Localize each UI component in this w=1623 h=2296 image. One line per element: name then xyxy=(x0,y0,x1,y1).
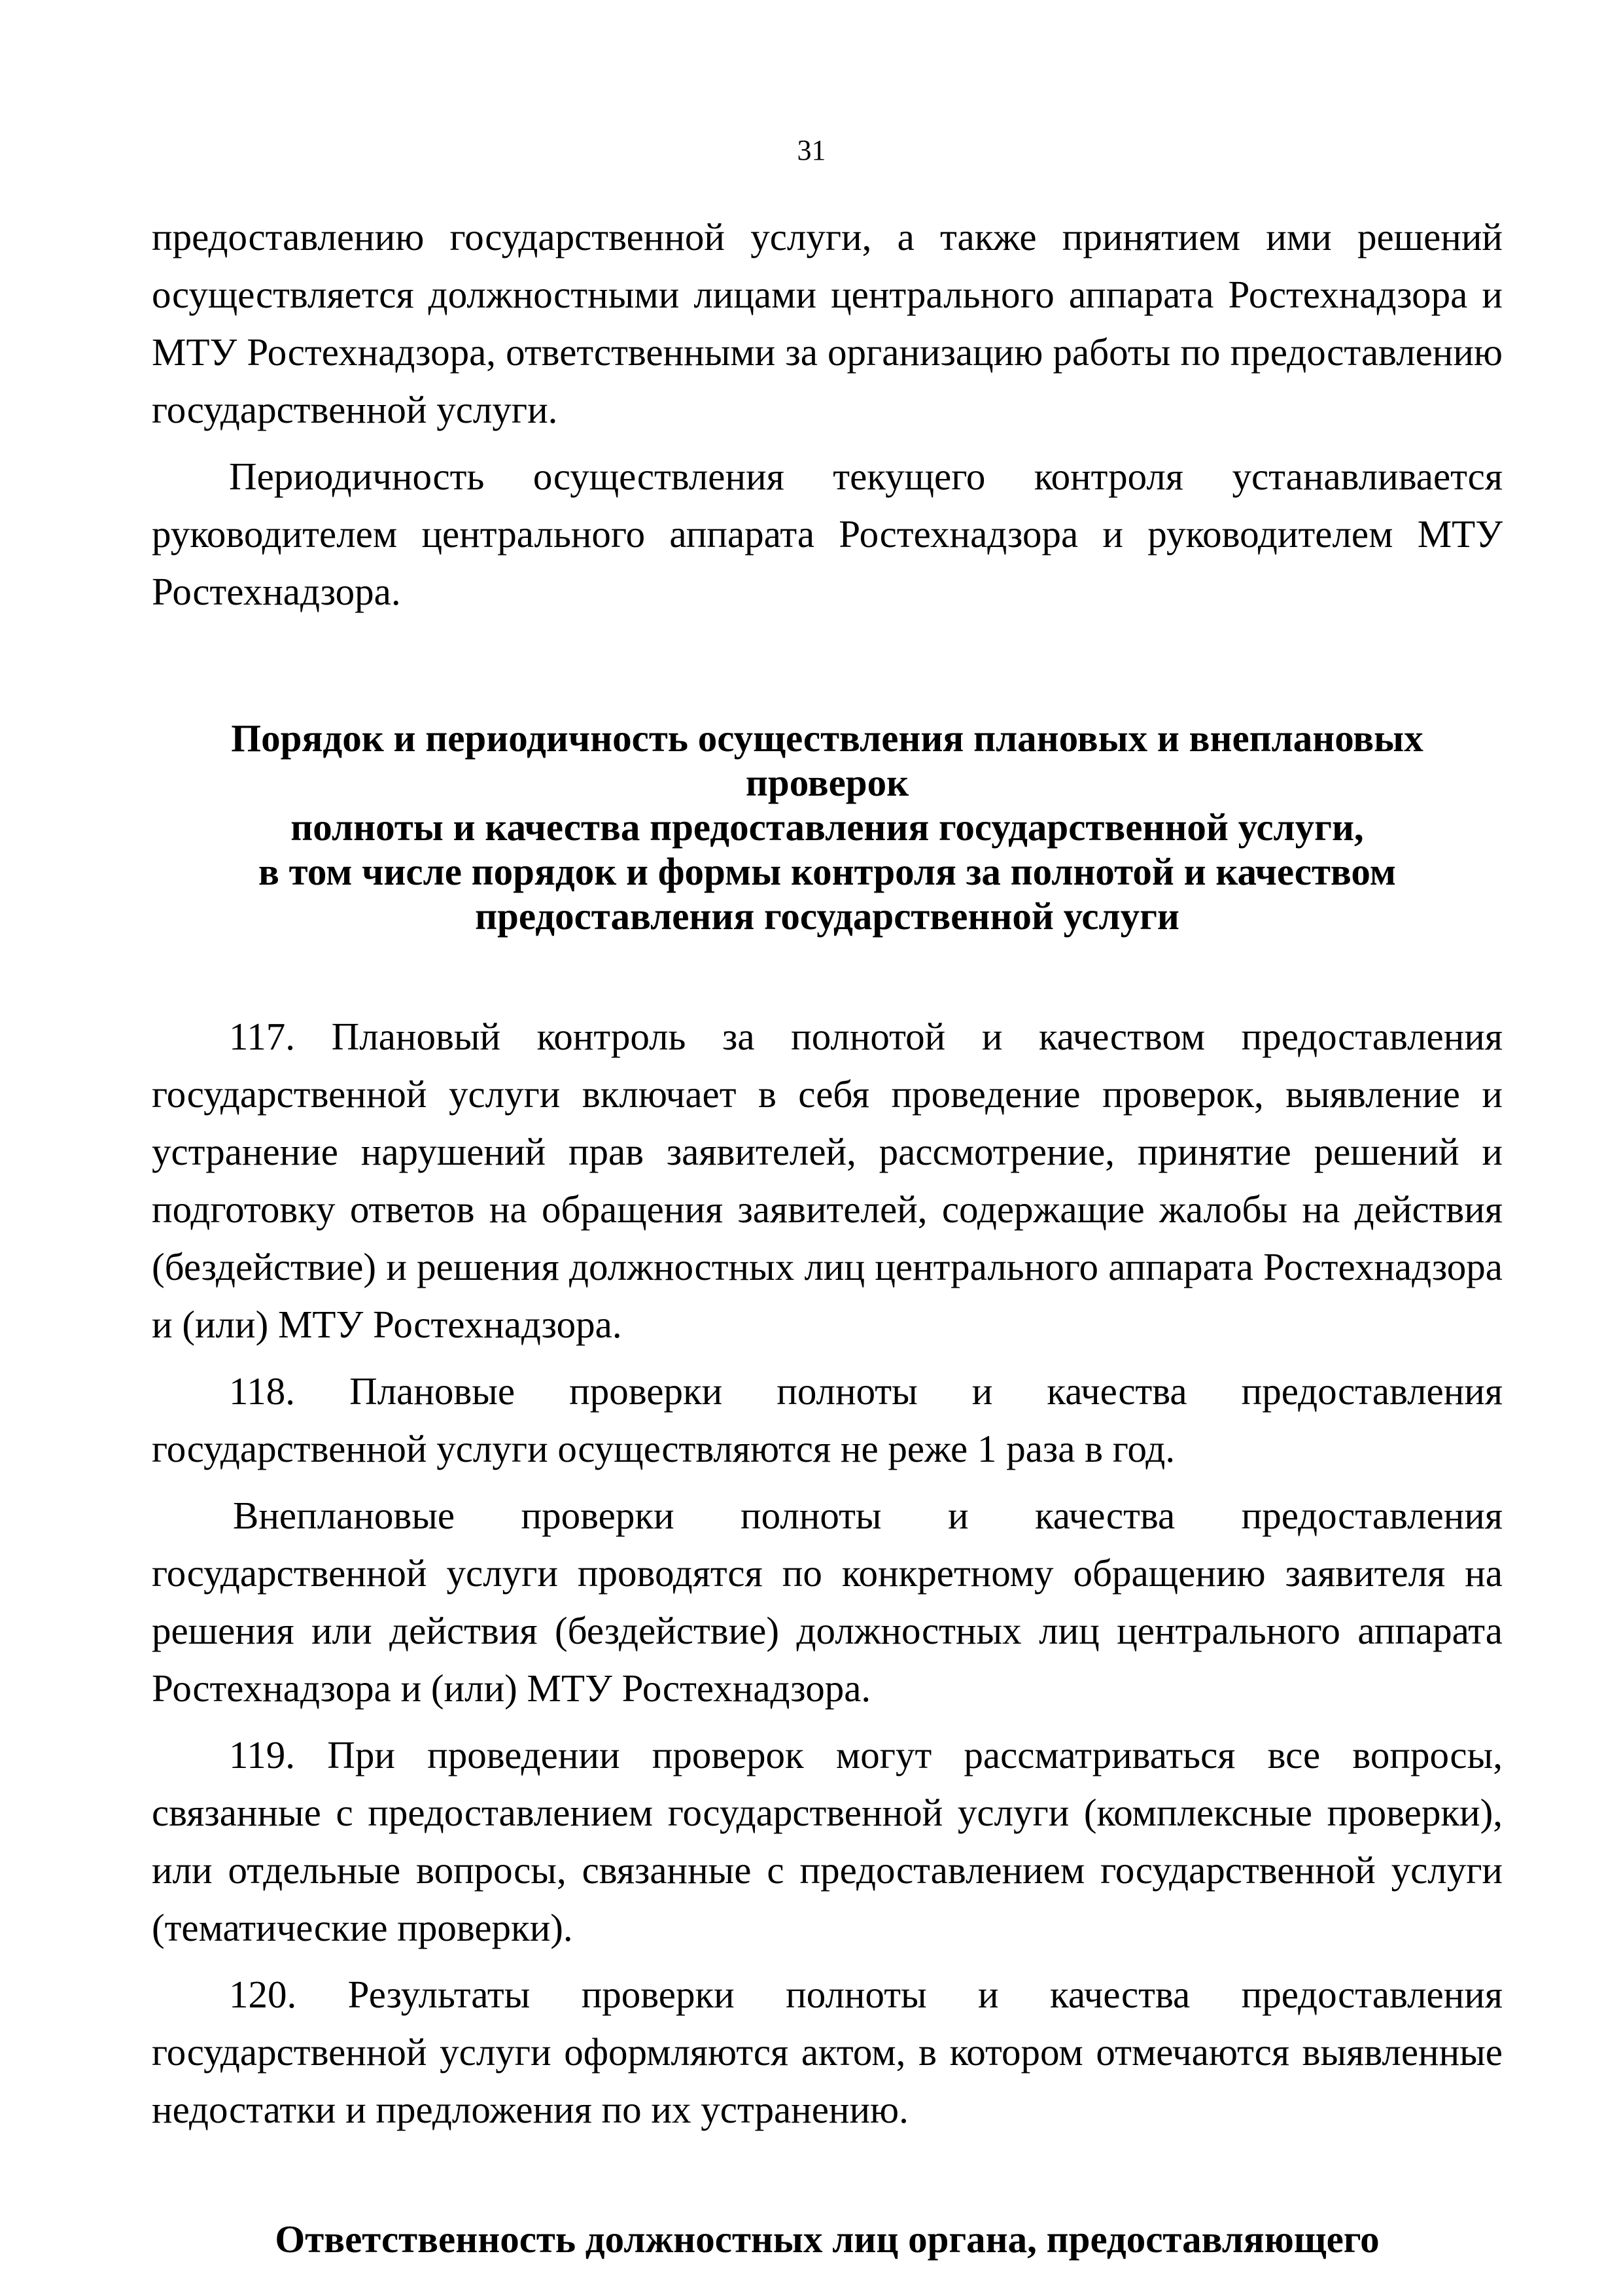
document-body xyxy=(152,208,1503,2261)
heading-line-3: в том числе порядок и формы контроля за полнотой и качеством xyxy=(258,850,1396,893)
heading-line-2: полноты и качества предоставления государственной услуги, xyxy=(290,805,1364,849)
paragraph-120: 120. Результаты проверки полноты и качества предоставления государственной услуги оформляются актом, в котором отмечаются выявленные недостатки и предложения по их устранению. xyxy=(152,1973,1503,2131)
section-heading-inspections xyxy=(152,716,1503,938)
section-heading-responsibility: Ответственность должностных лиц органа, предоставляющего xyxy=(275,2217,1380,2261)
heading-line-1: Порядок и периодичность осуществления плановых и внеплановых проверок xyxy=(231,716,1423,804)
page-number: 31 xyxy=(797,134,826,166)
paragraph-117: 117. Плановый контроль за полнотой и качеством предоставления государственной услуги включает в себя проведение проверок, выявление и устранение нарушений прав заявителей, рассмотрение, принятие решений и подготовку ответов на обращения заявителей, содержащие жалобы на действия (бездействие) и решения должностных лиц центрального аппарата Ростехнадзора и (или) МТУ Ростехнадзора. xyxy=(152,1015,1503,1346)
intro-paragraph: предоставлению государственной услуги, а также принятием ими решений осуществляется должностными лицами центрального аппарата Ростехнадзора и МТУ Ростехнадзора, ответственными за организацию работы по предоставлению государственной услуги. xyxy=(152,215,1503,431)
heading-line-4: предоставления государственной услуги xyxy=(475,894,1179,938)
paragraph-unplanned-inspections: Внеплановые проверки полноты и качества предоставления государственной услуги проводятся по конкретному обращению заявителя на решения или действия (бездействие) должностных лиц центрального аппарата Ростехнадзора и (или) МТУ Ростехнадзора. xyxy=(152,1494,1503,1710)
paragraph-118: 118. Плановые проверки полноты и качества предоставления государственной услуги осуществляются не реже 1 раза в год. xyxy=(152,1369,1503,1470)
periodicity-paragraph: Периодичность осуществления текущего контроля устанавливается руководителем центрального аппарата Ростехнадзора и руководителем МТУ Ростехнадзора. xyxy=(152,455,1503,613)
paragraph-119: 119. При проведении проверок могут рассматриваться все вопросы, связанные с предоставлением государственной услуги (комплексные проверки), или отдельные вопросы, связанные с предоставлением государственной услуги (тематические проверки). xyxy=(152,1733,1503,1949)
